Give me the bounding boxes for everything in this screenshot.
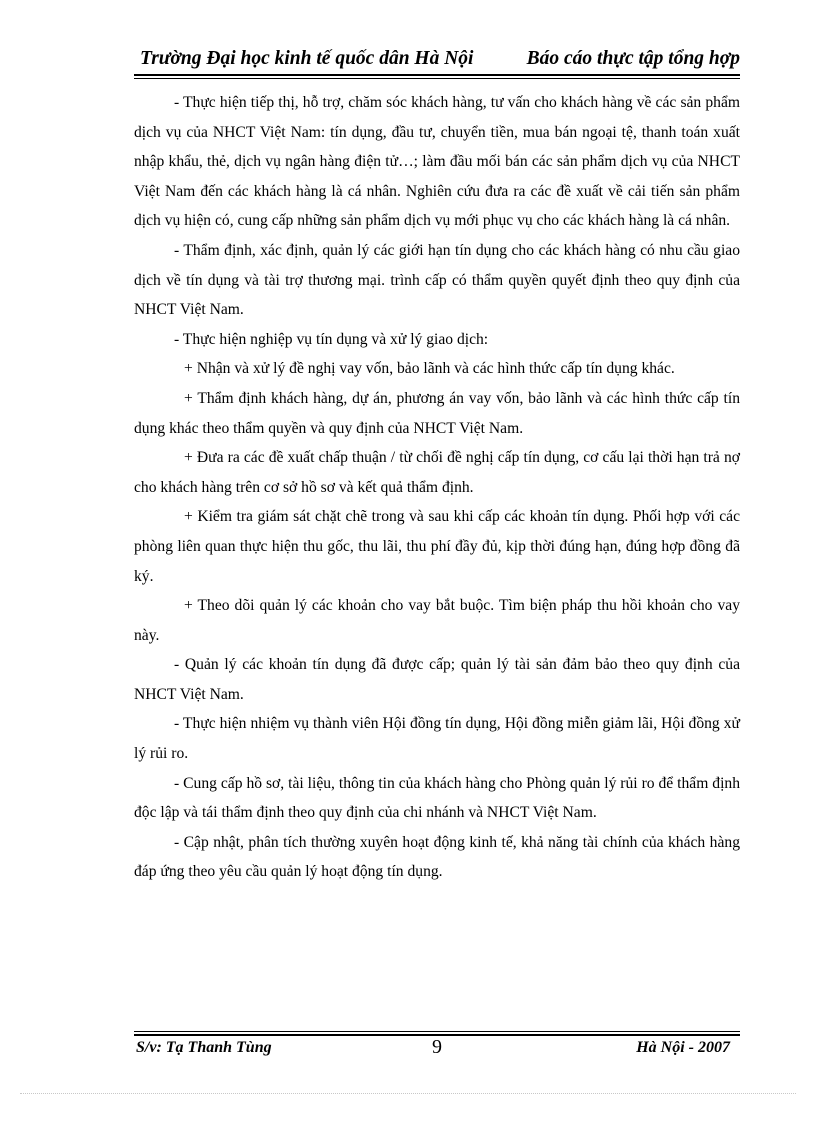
subitem-mandatory-loans: + Theo dõi quản lý các khoản cho vay bắt buộc. Tìm biện pháp thu hồi khoản cho vay này.	[134, 597, 740, 644]
subitem-approval-proposals: + Đưa ra các đề xuất chấp thuận / từ chối đề nghị cấp tín dụng, cơ cấu lại thời hạn trả nợ cho khách hàng trên cơ sở hồ sơ và kết quả thẩm định.	[134, 449, 740, 496]
paragraph-council-member: - Thực hiện nhiệm vụ thành viên Hội đồng tín dụng, Hội đồng miễn giảm lãi, Hội đồng xử lý rủi ro.	[134, 715, 740, 763]
header-divider-thick	[134, 74, 740, 76]
paragraph-credit-limits: - Thẩm định, xác định, quản lý các giới hạn tín dụng cho các khách hàng có nhu cầu giao dịch về tín dụng và tài trợ thương mại. trình cấp có thẩm quyền quyết định theo quy định của NHCT Việt Nam.	[134, 241, 740, 319]
page-header	[134, 46, 740, 74]
page-footer	[134, 1036, 740, 1062]
footer-author: S/v: Tạ Thanh Tùng	[136, 1039, 272, 1056]
paragraph-risk-documents: - Cung cấp hồ sơ, tài liệu, thông tin của khách hàng cho Phòng quản lý rủi ro để thẩm định độc lập và tái thẩm định theo quy định của chi nhánh và NHCT Việt Nam.	[134, 774, 740, 822]
header-divider-thin	[134, 78, 740, 79]
footer-location-year: Hà Nội - 2007	[636, 1039, 730, 1056]
header-report-title: Báo cáo thực tập tổng hợp	[526, 48, 740, 69]
header-university: Trường Đại học kinh tế quốc dân Hà Nội	[140, 48, 474, 69]
subitem-monitoring: + Kiểm tra giám sát chặt chẽ trong và sau khi cấp các khoản tín dụng. Phối hợp với các phòng liên quan thực hiện thu gốc, thu lãi, thu phí đầy đủ, kịp thời đúng hạn, đúng hợp đồng đã ký.	[134, 508, 740, 585]
paragraph-analysis: - Cập nhật, phân tích thường xuyên hoạt động kinh tế, khả năng tài chính của khách hàng đáp ứng theo yêu cầu quản lý hoạt động tín dụng.	[134, 833, 740, 881]
paragraph-customer-service: - Thực hiện tiếp thị, hỗ trợ, chăm sóc khách hàng, tư vấn cho khách hàng về các sản phẩm dịch vụ của NHCT Việt Nam: tín dụng, đầu tư, chuyển tiền, mua bán ngoại tệ, thanh toán xuất nhập khẩu, thẻ, dịch vụ ngân hàng điện tử…; làm đầu mối bán các sản phẩm dịch vụ của NHCT Việt Nam đến các khách hàng là cá nhân. Nghiên cứu đưa ra các đề xuất về cải tiến sản phẩm dịch vụ hiện có, cung cấp những sản phẩm dịch vụ mới phục vụ cho các khách hàng là cá nhân.	[134, 94, 740, 230]
footer-divider-thin	[134, 1031, 740, 1032]
subitem-loan-requests: + Nhận và xử lý đề nghị vay vốn, bảo lãnh và các hình thức cấp tín dụng khác.	[184, 360, 675, 378]
body-text	[134, 88, 740, 887]
paragraph-credit-management: - Quản lý các khoản tín dụng đã được cấp; quản lý tài sản đảm bảo theo quy định của NHCT Việt Nam.	[134, 656, 740, 703]
paragraph-credit-operations: - Thực hiện nghiệp vụ tín dụng và xử lý giao dịch:	[174, 330, 489, 348]
subitem-appraisal: + Thẩm định khách hàng, dự án, phương án vay vốn, bảo lãnh và các hình thức cấp tín dụng khác theo thẩm quyền và quy định của NHCT Việt Nam.	[134, 389, 740, 437]
page-bottom-dotted-line	[20, 1093, 796, 1094]
page-number: 9	[432, 1036, 442, 1058]
